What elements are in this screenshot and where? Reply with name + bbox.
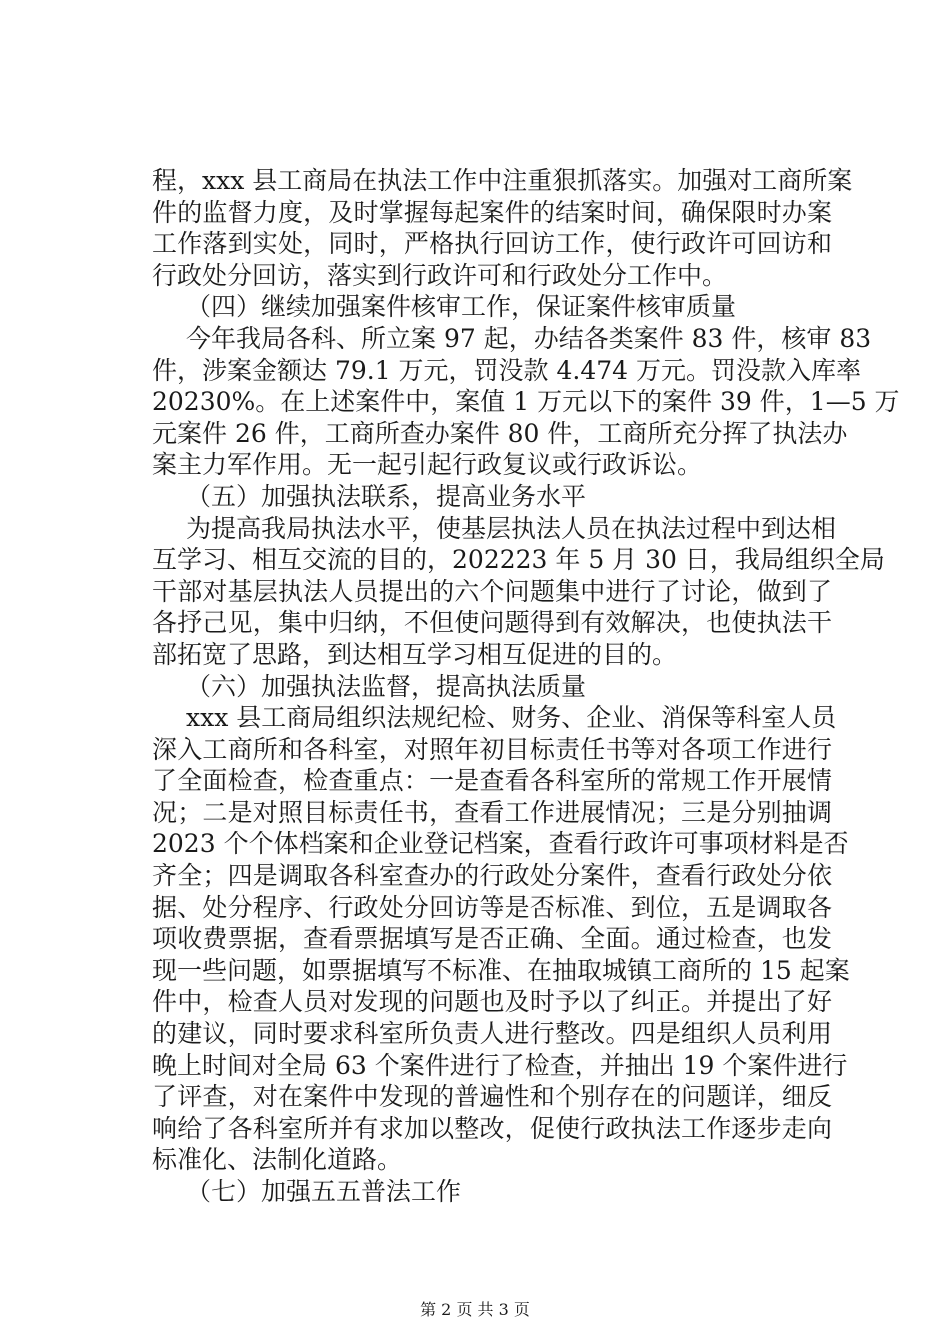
paragraph-line: 互学习、相互交流的目的，202223 年 5 月 30 日，我局组织全局 xyxy=(152,545,885,575)
paragraph-line: 20230%。在上述案件中，案值 1 万元以下的案件 39 件，1—5 万 xyxy=(152,387,900,417)
paragraph-line: 元案件 26 件，工商所查办案件 80 件，工商所充分挥了执法办 xyxy=(152,418,848,448)
paragraph-line: 响给了各科室所并有求加以整改，促使行政执法工作逐步走向 xyxy=(152,1113,832,1143)
paragraph-line: xxx 县工商局组织法规纪检、财务、企业、消保等科室人员 xyxy=(186,703,837,733)
paragraph-line: 为提高我局执法水平，使基层执法人员在执法过程中到达相 xyxy=(186,513,837,543)
paragraph-line: 行政处分回访，落实到行政许可和行政处分工作中。 xyxy=(152,260,728,290)
page-number-footer: 第 2 页 共 3 页 xyxy=(420,1300,530,1319)
section-heading-5: （五）加强执法联系，提高业务水平 xyxy=(186,481,587,511)
section-heading-6: （六）加强执法监督，提高执法质量 xyxy=(186,671,587,701)
section-heading-4: （四）继续加强案件核审工作，保证案件核审质量 xyxy=(186,292,737,322)
paragraph-line: 2023 个个体档案和企业登记档案，查看行政许可事项材料是否 xyxy=(152,829,849,859)
paragraph-line: 况；二是对照目标责任书，查看工作进展情况；三是分别抽调 xyxy=(152,797,832,827)
paragraph-line: 今年我局各科、所立案 97 起，办结各类案件 83 件，核审 83 xyxy=(186,323,872,353)
document-body xyxy=(152,165,900,1208)
section-heading-7: （七）加强五五普法工作 xyxy=(186,1177,462,1206)
paragraph-line: 案主力军作用。无一起引起行政复议或行政诉讼。 xyxy=(152,450,703,480)
paragraph-line: 的建议，同时要求科室所负责人进行整改。四是组织人员利用 xyxy=(152,1019,832,1049)
paragraph-line: 件，涉案金额达 79.1 万元，罚没款 4.474 万元。罚没款入库率 xyxy=(152,355,862,385)
paragraph-line: 标准化、法制化道路。 xyxy=(152,1145,403,1175)
paragraph-line: 晚上时间对全局 63 个案件进行了检查，并抽出 19 个案件进行 xyxy=(152,1050,848,1080)
paragraph-line: 了全面检查，检查重点：一是查看各科室所的常规工作开展情 xyxy=(152,766,832,796)
paragraph-line: 部拓宽了思路，到达相互学习相互促进的目的。 xyxy=(152,639,678,669)
paragraph-line: 了评查，对在案件中发现的普遍性和个别存在的问题详，细反 xyxy=(152,1082,832,1112)
paragraph-line: 程，xxx 县工商局在执法工作中注重狠抓落实。加强对工商所案 xyxy=(152,166,853,195)
paragraph-line: 件的监督力度，及时掌握每起案件的结案时间，确保限时办案 xyxy=(152,197,832,227)
paragraph-line: 干部对基层执法人员提出的六个问题集中进行了讨论，做到了 xyxy=(152,576,832,606)
paragraph-line: 现一些问题，如票据填写不标准、在抽取城镇工商所的 15 起案 xyxy=(152,955,850,985)
paragraph-line: 各抒己见，集中归纳，不但使问题得到有效解决，也使执法干 xyxy=(152,608,832,638)
paragraph-line: 据、处分程序、行政处分回访等是否标准、到位，五是调取各 xyxy=(152,892,832,922)
paragraph-line: 齐全；四是调取各科室查办的行政处分案件，查看行政处分依 xyxy=(152,861,832,891)
paragraph-line: 深入工商所和各科室，对照年初目标责任书等对各项工作进行 xyxy=(152,734,832,764)
paragraph-line: 工作落到实处，同时，严格执行回访工作，使行政许可回访和 xyxy=(152,229,832,259)
paragraph-line: 项收费票据，查看票据填写是否正确、全面。通过检查，也发 xyxy=(152,924,832,954)
paragraph-line: 件中，检查人员对发现的问题也及时予以了纠正。并提出了好 xyxy=(152,987,832,1017)
